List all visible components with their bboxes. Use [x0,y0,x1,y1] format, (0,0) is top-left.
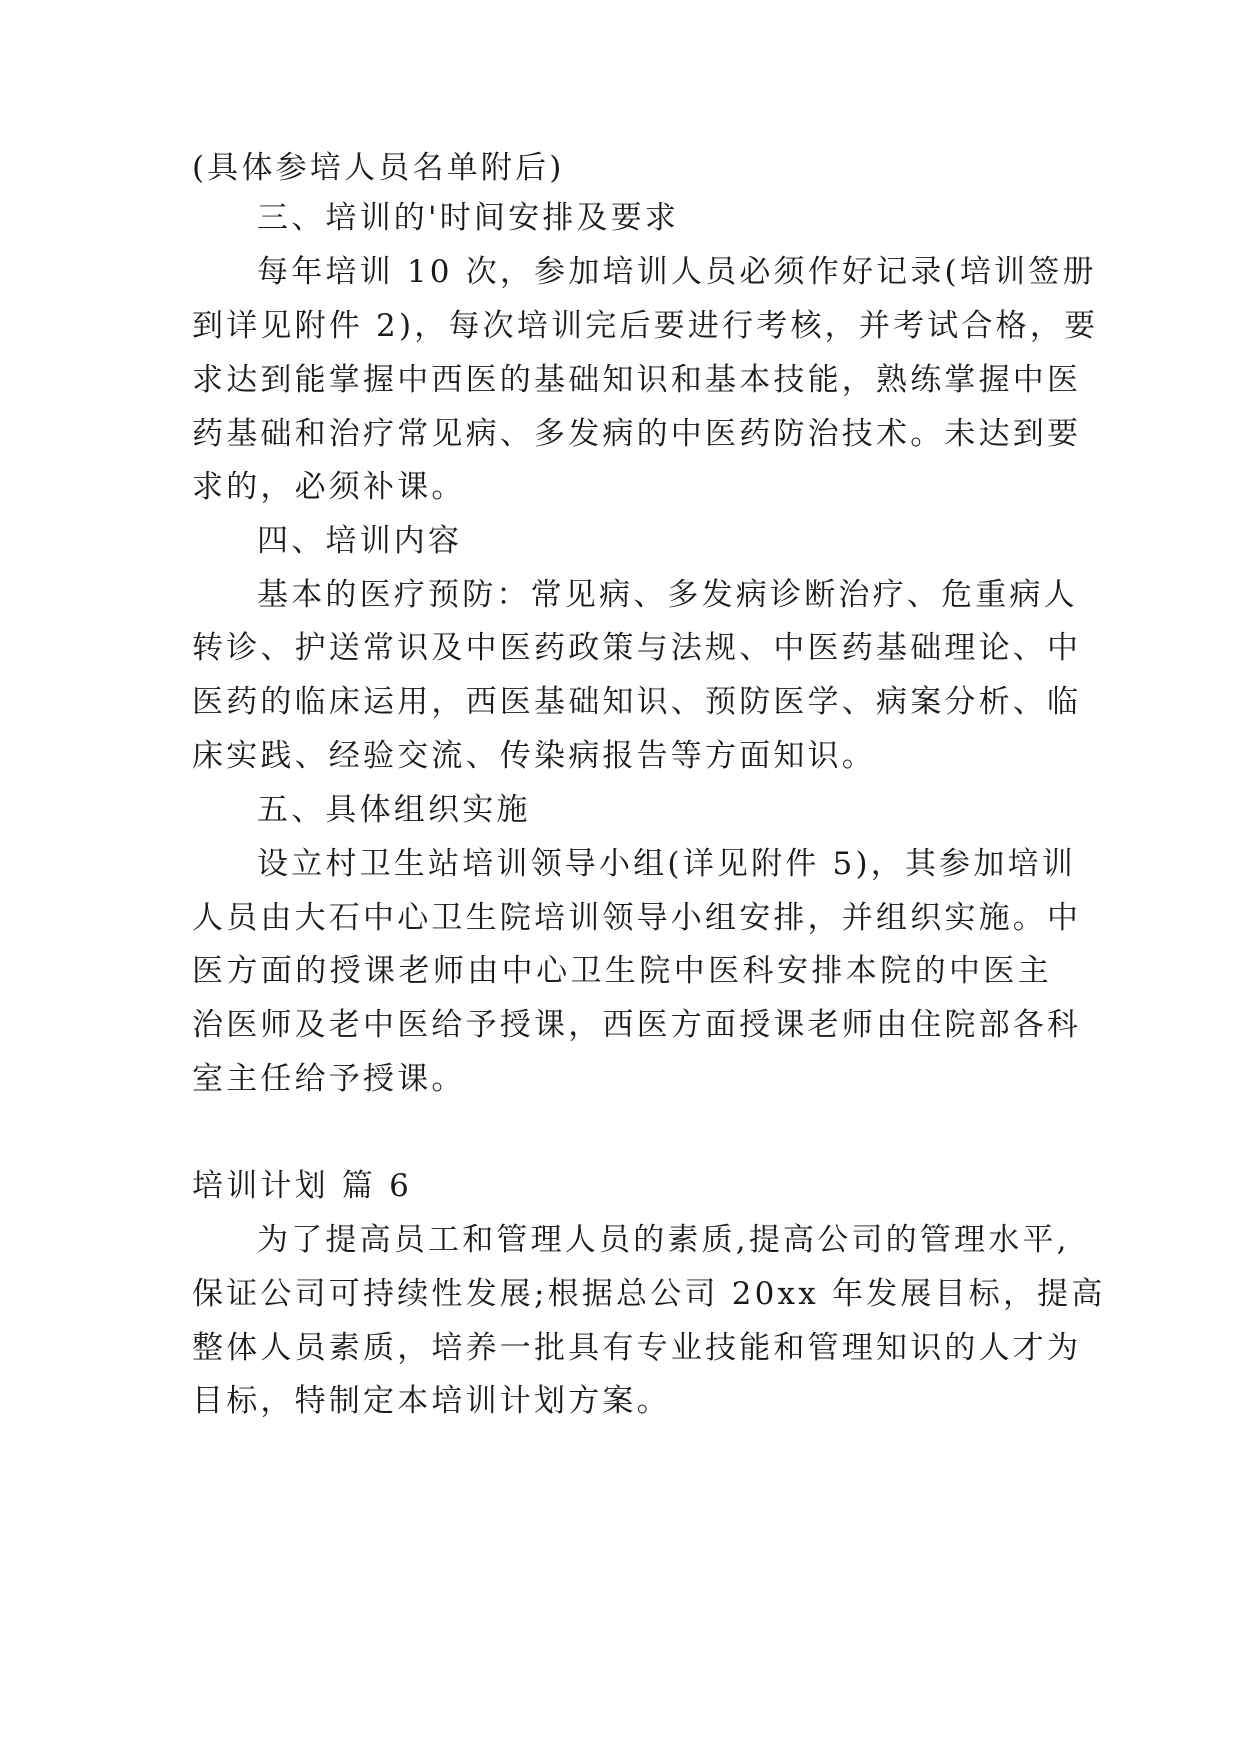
paragraph-line: 人员由大石中心卫生院培训领导小组安排，并组织实施。中 [192,900,1082,936]
text-line: (具体参培人员名单附后) [192,150,565,186]
paragraph-line: 整体人员素质，培养一批具有专业技能和管理知识的人才为 [192,1330,1082,1366]
paragraph-line: 床实践、经验交流、传染病报告等方面知识。 [192,738,876,774]
paragraph-line: 医方面的授课老师由中心卫生院中医科安排本院的中医主 [192,953,1052,989]
paragraph-line: 室主任给予授课。 [192,1061,466,1097]
paragraph-line: 求达到能掌握中西医的基础知识和基本技能，熟练掌握中医 [192,362,1082,398]
paragraph-line: 治医师及老中医给予授课，西医方面授课老师由住院部各科 [192,1007,1082,1043]
section-heading: 五、具体组织实施 [257,792,531,828]
paragraph-line: 医药的临床运用，西医基础知识、预防医学、病案分析、临 [192,684,1082,720]
section-heading: 三、培训的'时间安排及要求 [257,200,680,236]
paragraph-line: 转诊、护送常识及中医药政策与法规、中医药基础理论、中 [192,630,1082,666]
article-title: 培训计划 篇 6 [192,1168,413,1204]
paragraph-line: 保证公司可持续性发展;根据总公司 20xx 年发展目标，提高 [192,1276,1106,1312]
paragraph-line: 每年培训 10 次，参加培训人员必须作好记录(培训签册 [257,254,1097,290]
paragraph-line: 求的，必须补课。 [192,469,466,505]
paragraph-line: 为了提高员工和管理人员的素质,提高公司的管理水平, [257,1222,1070,1258]
paragraph-line: 目标，特制定本培训计划方案。 [192,1383,671,1419]
paragraph-line: 到详见附件 2)，每次培训完后要进行考核，并考试合格，要 [192,308,1099,344]
paragraph-line: 设立村卫生站培训领导小组(详见附件 5)，其参加培训 [257,846,1076,882]
section-heading: 四、培训内容 [257,523,463,559]
paragraph-line: 药基础和治疗常见病、多发病的中医药防治技术。未达到要 [192,416,1082,452]
paragraph-line: 基本的医疗预防：常见病、多发病诊断治疗、危重病人 [257,577,1078,613]
